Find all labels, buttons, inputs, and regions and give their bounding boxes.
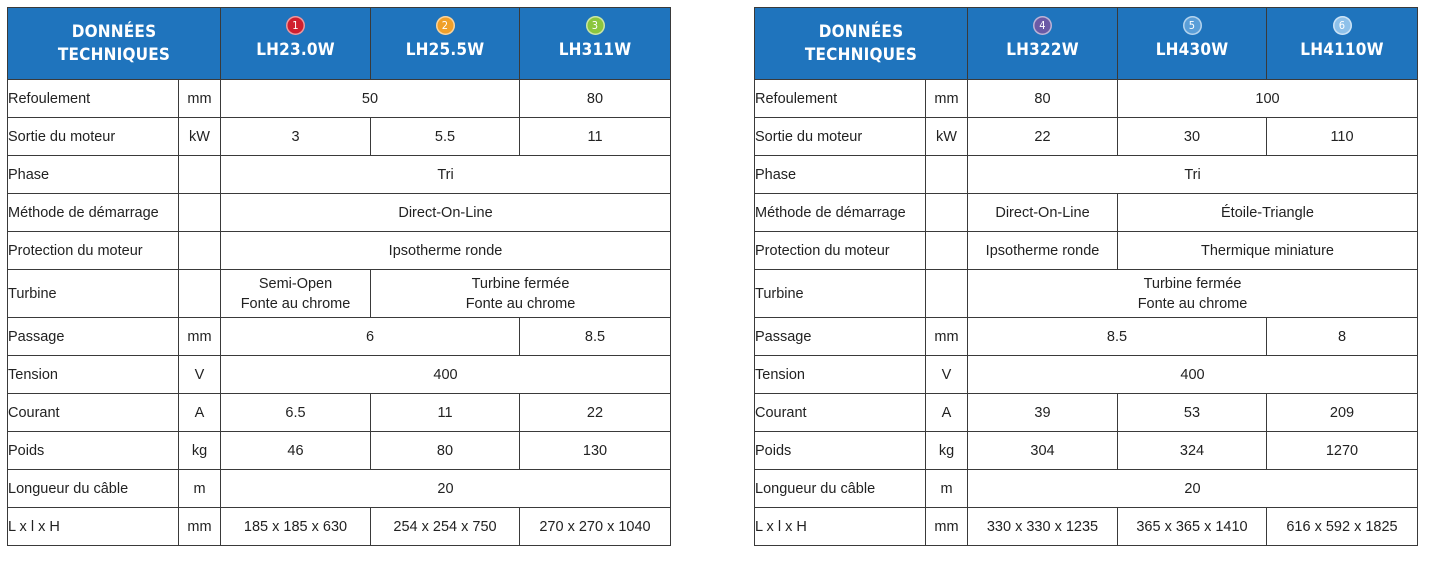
cell-value: 270 x 270 x 1040 bbox=[520, 508, 671, 546]
corner-line-2: TECHNIQUES bbox=[804, 44, 918, 65]
row-label: Refoulement bbox=[8, 80, 179, 118]
row-tension bbox=[755, 356, 1418, 394]
row-courant bbox=[8, 394, 671, 432]
row-unit: V bbox=[926, 356, 968, 394]
row-unit bbox=[179, 232, 221, 270]
cell-value: 20 bbox=[221, 470, 671, 508]
row-unit: V bbox=[179, 356, 221, 394]
row-passage bbox=[8, 318, 671, 356]
model-badge: 5 bbox=[1183, 16, 1202, 35]
row-unit: mm bbox=[926, 80, 968, 118]
cell-value: 130 bbox=[520, 432, 671, 470]
cell-value: 80 bbox=[520, 80, 671, 118]
model-header-lh4110w bbox=[1267, 8, 1418, 80]
row-label: Méthode de démarrage bbox=[8, 194, 179, 232]
model-badge: 6 bbox=[1333, 16, 1352, 35]
cell-value: Étoile-Triangle bbox=[1118, 194, 1418, 232]
corner-line-2: TECHNIQUES bbox=[57, 44, 171, 65]
row-unit bbox=[926, 270, 968, 318]
model-header-lh255w bbox=[371, 8, 520, 80]
row-label: Longueur du câble bbox=[8, 470, 179, 508]
model-badge: 1 bbox=[286, 16, 305, 35]
row-label: Protection du moteur bbox=[8, 232, 179, 270]
cell-value: 30 bbox=[1118, 118, 1267, 156]
row-unit: A bbox=[179, 394, 221, 432]
row-label: Protection du moteur bbox=[755, 232, 926, 270]
header-row bbox=[8, 8, 671, 80]
row-protection-moteur bbox=[755, 232, 1418, 270]
model-badge: 3 bbox=[586, 16, 605, 35]
row-unit bbox=[179, 194, 221, 232]
row-unit: kW bbox=[926, 118, 968, 156]
model-header-lh322w bbox=[968, 8, 1118, 80]
row-sortie-moteur bbox=[755, 118, 1418, 156]
row-unit: kW bbox=[179, 118, 221, 156]
row-label: Turbine bbox=[755, 270, 926, 318]
cell-value: 110 bbox=[1267, 118, 1418, 156]
cell-value: 330 x 330 x 1235 bbox=[968, 508, 1118, 546]
cell-value: 8 bbox=[1267, 318, 1418, 356]
cell-value bbox=[371, 270, 671, 318]
cell-value: 39 bbox=[968, 394, 1118, 432]
row-label: Tension bbox=[8, 356, 179, 394]
cell-value: 5.5 bbox=[371, 118, 520, 156]
cell-value: 11 bbox=[371, 394, 520, 432]
row-turbine bbox=[755, 270, 1418, 318]
cell-value: 1270 bbox=[1267, 432, 1418, 470]
cell-line: Fonte au chrome bbox=[465, 295, 576, 312]
cell-value: 3 bbox=[221, 118, 371, 156]
row-courant bbox=[755, 394, 1418, 432]
cell-value: 324 bbox=[1118, 432, 1267, 470]
corner-line-1: DONNÉES bbox=[71, 21, 157, 42]
row-phase bbox=[755, 156, 1418, 194]
row-label: Tension bbox=[755, 356, 926, 394]
row-label: Sortie du moteur bbox=[755, 118, 926, 156]
row-refoulement bbox=[755, 80, 1418, 118]
row-poids bbox=[8, 432, 671, 470]
cell-value: Tri bbox=[221, 156, 671, 194]
row-label: Courant bbox=[755, 394, 926, 432]
cell-value: 50 bbox=[221, 80, 520, 118]
row-dimensions bbox=[755, 508, 1418, 546]
header-corner bbox=[755, 8, 968, 80]
row-turbine bbox=[8, 270, 671, 318]
cell-value: Ipsotherme ronde bbox=[968, 232, 1118, 270]
row-unit: m bbox=[179, 470, 221, 508]
row-unit: mm bbox=[179, 318, 221, 356]
row-unit: m bbox=[926, 470, 968, 508]
cell-value: 11 bbox=[520, 118, 671, 156]
row-unit: kg bbox=[926, 432, 968, 470]
cell-line: Turbine fermée bbox=[1143, 275, 1242, 292]
corner-line-1: DONNÉES bbox=[818, 21, 904, 42]
row-dimensions bbox=[8, 508, 671, 546]
row-unit: mm bbox=[179, 508, 221, 546]
cell-value bbox=[968, 270, 1418, 318]
cell-line: Turbine fermée bbox=[471, 275, 570, 292]
row-label: Passage bbox=[755, 318, 926, 356]
cell-value: 80 bbox=[371, 432, 520, 470]
row-label: Turbine bbox=[8, 270, 179, 318]
header-row bbox=[755, 8, 1418, 80]
cell-value: 53 bbox=[1118, 394, 1267, 432]
cell-value: 8.5 bbox=[968, 318, 1267, 356]
model-name: LH322W bbox=[1006, 40, 1079, 60]
model-name: LH430W bbox=[1155, 40, 1229, 60]
row-label: Courant bbox=[8, 394, 179, 432]
cell-value: Direct-On-Line bbox=[968, 194, 1118, 232]
model-name: LH23.0W bbox=[256, 40, 335, 60]
row-unit: A bbox=[926, 394, 968, 432]
row-label: Longueur du câble bbox=[755, 470, 926, 508]
model-name: LH311W bbox=[558, 40, 632, 60]
cell-value: 100 bbox=[1118, 80, 1418, 118]
row-unit: kg bbox=[179, 432, 221, 470]
cell-line: Fonte au chrome bbox=[240, 295, 351, 312]
cell-value: Ipsotherme ronde bbox=[221, 232, 671, 270]
cell-value: 304 bbox=[968, 432, 1118, 470]
row-label: Refoulement bbox=[755, 80, 926, 118]
cell-value: 400 bbox=[221, 356, 671, 394]
row-unit bbox=[926, 194, 968, 232]
row-label: L x l x H bbox=[8, 508, 179, 546]
row-longueur-cable bbox=[755, 470, 1418, 508]
model-name: LH4110W bbox=[1300, 40, 1384, 60]
cell-value: 365 x 365 x 1410 bbox=[1118, 508, 1267, 546]
model-header-lh430w bbox=[1118, 8, 1267, 80]
cell-value: 8.5 bbox=[520, 318, 671, 356]
model-name: LH25.5W bbox=[405, 40, 485, 60]
row-tension bbox=[8, 356, 671, 394]
cell-value: 209 bbox=[1267, 394, 1418, 432]
row-passage bbox=[755, 318, 1418, 356]
row-label: Méthode de démarrage bbox=[755, 194, 926, 232]
cell-value: 185 x 185 x 630 bbox=[221, 508, 371, 546]
spec-table-1 bbox=[7, 7, 671, 546]
row-label: Poids bbox=[755, 432, 926, 470]
cell-value: 6 bbox=[221, 318, 520, 356]
row-refoulement bbox=[8, 80, 671, 118]
model-badge: 2 bbox=[436, 16, 455, 35]
cell-value: 254 x 254 x 750 bbox=[371, 508, 520, 546]
model-badge: 4 bbox=[1033, 16, 1052, 35]
cell-value: 46 bbox=[221, 432, 371, 470]
row-label: Poids bbox=[8, 432, 179, 470]
model-header-lh230w bbox=[221, 8, 371, 80]
cell-value: 20 bbox=[968, 470, 1418, 508]
cell-value: 6.5 bbox=[221, 394, 371, 432]
cell-value: 80 bbox=[968, 80, 1118, 118]
cell-line: Semi-Open bbox=[258, 275, 333, 292]
row-label: Passage bbox=[8, 318, 179, 356]
row-unit: mm bbox=[926, 318, 968, 356]
row-label: L x l x H bbox=[755, 508, 926, 546]
cell-value: 616 x 592 x 1825 bbox=[1267, 508, 1418, 546]
row-unit: mm bbox=[179, 80, 221, 118]
cell-value: 22 bbox=[968, 118, 1118, 156]
cell-value: Direct-On-Line bbox=[221, 194, 671, 232]
row-methode-demarrage bbox=[8, 194, 671, 232]
cell-line: Fonte au chrome bbox=[1137, 295, 1248, 312]
row-sortie-moteur bbox=[8, 118, 671, 156]
row-label: Phase bbox=[8, 156, 179, 194]
cell-value bbox=[221, 270, 371, 318]
row-unit bbox=[179, 270, 221, 318]
row-protection-moteur bbox=[8, 232, 671, 270]
row-unit: mm bbox=[926, 508, 968, 546]
row-phase bbox=[8, 156, 671, 194]
cell-value: Tri bbox=[968, 156, 1418, 194]
row-label: Phase bbox=[755, 156, 926, 194]
row-methode-demarrage bbox=[755, 194, 1418, 232]
row-unit bbox=[926, 156, 968, 194]
cell-value: Thermique miniature bbox=[1118, 232, 1418, 270]
model-header-lh311w bbox=[520, 8, 671, 80]
row-label: Sortie du moteur bbox=[8, 118, 179, 156]
row-unit bbox=[179, 156, 221, 194]
header-corner bbox=[8, 8, 221, 80]
cell-value: 22 bbox=[520, 394, 671, 432]
spec-table-2 bbox=[754, 7, 1418, 546]
cell-value: 400 bbox=[968, 356, 1418, 394]
row-longueur-cable bbox=[8, 470, 671, 508]
row-unit bbox=[926, 232, 968, 270]
row-poids bbox=[755, 432, 1418, 470]
